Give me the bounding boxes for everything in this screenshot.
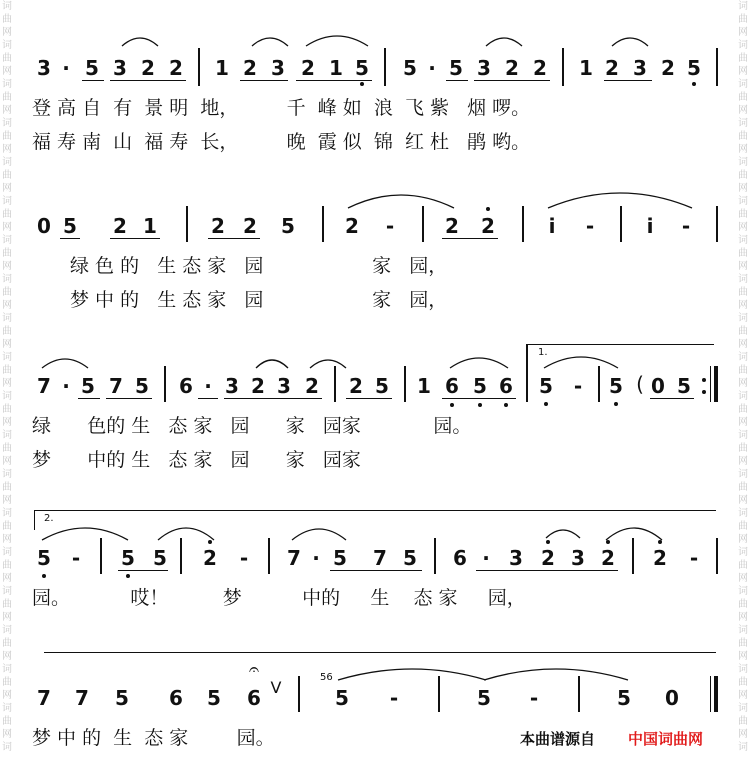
slur bbox=[40, 520, 130, 544]
watermark-char: 曲 bbox=[738, 92, 748, 103]
watermark-char: 曲 bbox=[738, 716, 748, 727]
watermark-char: 曲 bbox=[738, 209, 748, 220]
barline bbox=[716, 206, 718, 242]
note: - bbox=[71, 546, 81, 570]
beam bbox=[474, 80, 550, 81]
high-octave-dot bbox=[486, 207, 490, 211]
barline bbox=[298, 676, 300, 712]
slur bbox=[544, 522, 582, 542]
beam bbox=[118, 570, 168, 571]
watermark-char: 曲 bbox=[2, 209, 12, 220]
note: 5 bbox=[63, 214, 77, 238]
note: 5 bbox=[115, 686, 129, 710]
note: 6 bbox=[453, 546, 467, 570]
watermark-char: 曲 bbox=[2, 326, 12, 337]
watermark-char: 曲 bbox=[2, 716, 12, 727]
watermark-char: 曲 bbox=[2, 92, 12, 103]
note: - bbox=[681, 214, 691, 238]
watermark-char: 词 bbox=[738, 586, 748, 597]
watermark-char: 词 bbox=[738, 430, 748, 441]
note: 7 bbox=[373, 546, 387, 570]
barline bbox=[164, 366, 166, 402]
watermark-char: 词 bbox=[738, 274, 748, 285]
fermata-icon: 𝄐 bbox=[248, 659, 260, 680]
watermark-char: 网 bbox=[2, 612, 12, 623]
note: 3 bbox=[271, 56, 285, 80]
low-octave-dot bbox=[544, 402, 548, 406]
watermark-char: 词 bbox=[2, 196, 12, 207]
low-octave-dot bbox=[692, 82, 696, 86]
note: 0 bbox=[651, 374, 665, 398]
volta-bracket bbox=[34, 510, 35, 530]
note: 3 bbox=[37, 56, 51, 80]
watermark-char: 网 bbox=[2, 300, 12, 311]
watermark-char: 网 bbox=[738, 144, 748, 155]
barline bbox=[384, 48, 386, 86]
watermark-char: 曲 bbox=[738, 287, 748, 298]
note: 7 bbox=[109, 374, 123, 398]
watermark-char: 词 bbox=[738, 703, 748, 714]
watermark-char: 曲 bbox=[2, 53, 12, 64]
note: 5 bbox=[81, 374, 95, 398]
beam bbox=[208, 238, 260, 239]
volta-line bbox=[528, 344, 714, 345]
note: 3 bbox=[225, 374, 239, 398]
note: 2 bbox=[505, 56, 519, 80]
watermark-char: 网 bbox=[738, 300, 748, 311]
note: 1 bbox=[579, 56, 593, 80]
watermark-char: 曲 bbox=[2, 287, 12, 298]
watermark-char: 网 bbox=[738, 573, 748, 584]
slur bbox=[546, 186, 694, 212]
note: 2 bbox=[533, 56, 547, 80]
beam bbox=[346, 398, 392, 399]
watermark-char: 网 bbox=[738, 417, 748, 428]
watermark-char: 网 bbox=[738, 339, 748, 350]
beam bbox=[296, 80, 372, 81]
watermark-char: 曲 bbox=[738, 443, 748, 454]
watermark-char: 词 bbox=[2, 430, 12, 441]
lyric-verse-2: 梦 中 的 生 态 家 园 家 园， bbox=[70, 289, 448, 311]
watermark-char: 词 bbox=[738, 235, 748, 246]
watermark-char: 词 bbox=[2, 1, 12, 12]
note: 5 bbox=[403, 546, 417, 570]
low-octave-dot bbox=[360, 82, 364, 86]
note: 3 bbox=[477, 56, 491, 80]
note: 5 bbox=[153, 546, 167, 570]
note: 3 bbox=[509, 546, 523, 570]
watermark-char: 曲 bbox=[738, 677, 748, 688]
volta-line bbox=[34, 510, 716, 511]
watermark-char: 曲 bbox=[2, 482, 12, 493]
note: i bbox=[548, 214, 556, 238]
barline bbox=[716, 538, 718, 574]
note: 6 bbox=[445, 374, 459, 398]
watermark-char: 词 bbox=[2, 118, 12, 129]
watermark-char: 曲 bbox=[2, 14, 12, 25]
note: 7 bbox=[287, 546, 301, 570]
watermark-char: 曲 bbox=[2, 677, 12, 688]
note: 2 bbox=[141, 56, 155, 80]
note: 2 bbox=[211, 214, 225, 238]
watermark-char: 词 bbox=[2, 391, 12, 402]
watermark-char: 网 bbox=[738, 105, 748, 116]
watermark-char: 词 bbox=[2, 274, 12, 285]
note: 2 bbox=[445, 214, 459, 238]
watermark-char: 曲 bbox=[738, 326, 748, 337]
watermark-char: 网 bbox=[2, 105, 12, 116]
barline bbox=[562, 48, 564, 86]
watermark-char: 曲 bbox=[2, 170, 12, 181]
note-dot: · bbox=[312, 546, 320, 570]
watermark-char: 曲 bbox=[2, 404, 12, 415]
final-barline-thin bbox=[710, 676, 711, 712]
barline bbox=[716, 48, 718, 86]
barline bbox=[322, 206, 324, 242]
watermark-char: 词 bbox=[738, 625, 748, 636]
watermark-char: 网 bbox=[738, 222, 748, 233]
note: 5 bbox=[135, 374, 149, 398]
volta-1-label: 1. bbox=[538, 347, 548, 358]
slur bbox=[448, 350, 510, 372]
note: 2 bbox=[349, 374, 363, 398]
watermark-char: 词 bbox=[2, 586, 12, 597]
watermark-char: 曲 bbox=[2, 365, 12, 376]
note: 1 bbox=[215, 56, 229, 80]
watermark-char: 词 bbox=[738, 118, 748, 129]
slur bbox=[254, 352, 290, 372]
beam bbox=[110, 238, 160, 239]
watermark-char: 词 bbox=[2, 703, 12, 714]
watermark-char: 曲 bbox=[2, 560, 12, 571]
note: 5 bbox=[85, 56, 99, 80]
note: - bbox=[573, 374, 583, 398]
note: 2 bbox=[251, 374, 265, 398]
system-top-line bbox=[44, 652, 716, 653]
note: 3 bbox=[571, 546, 585, 570]
watermark-char: 网 bbox=[738, 534, 748, 545]
slur bbox=[346, 188, 456, 212]
slur bbox=[308, 352, 348, 372]
note: 2 bbox=[113, 214, 127, 238]
watermark-char: 词 bbox=[2, 40, 12, 51]
note-dot: · bbox=[428, 56, 436, 80]
slur bbox=[542, 350, 620, 372]
beam bbox=[106, 398, 152, 399]
slur bbox=[484, 30, 524, 50]
beam bbox=[446, 80, 468, 81]
watermark-char: 词 bbox=[2, 664, 12, 675]
note: 5 bbox=[677, 374, 691, 398]
source-label: 本曲谱源自 bbox=[520, 730, 596, 748]
tie bbox=[482, 662, 630, 684]
watermark-char: 词 bbox=[738, 352, 748, 363]
note: 5 bbox=[207, 686, 221, 710]
lyric-verse-1: 登 高 自 有 景 明 地， 千 峰 如 浪 飞 紫 烟 啰。 bbox=[32, 97, 531, 119]
watermark-char: 网 bbox=[738, 729, 748, 740]
watermark-char: 曲 bbox=[2, 443, 12, 454]
lyric-verse: 园。 哎！ 梦 中的 生 态 家 园， bbox=[32, 587, 526, 609]
watermark-char: 曲 bbox=[2, 638, 12, 649]
slur bbox=[120, 30, 160, 50]
watermark-char: 曲 bbox=[738, 131, 748, 142]
repeat-barline-thick bbox=[714, 366, 718, 402]
note: i bbox=[646, 214, 654, 238]
beam bbox=[224, 398, 322, 399]
watermark-char: 词 bbox=[738, 1, 748, 12]
note: 1 bbox=[417, 374, 431, 398]
note: 5 bbox=[617, 686, 631, 710]
beam bbox=[82, 80, 104, 81]
lyric-verse-2: 梦 中的 生 态 家 园 家 园家 bbox=[32, 449, 361, 471]
watermark-char: 曲 bbox=[738, 170, 748, 181]
note: 2 bbox=[653, 546, 667, 570]
watermark-char: 词 bbox=[738, 40, 748, 51]
watermark-char: 网 bbox=[738, 612, 748, 623]
lyric-verse: 梦 中 的 生 态 家 园。 bbox=[32, 727, 275, 749]
note: 2 bbox=[605, 56, 619, 80]
watermark-char: 曲 bbox=[738, 482, 748, 493]
note-dot: · bbox=[62, 56, 70, 80]
watermark-char: 词 bbox=[2, 742, 12, 753]
lyric-verse-2: 福 寿 南 山 福 寿 长， 晚 霞 似 锦 红 杜 鹃 哟。 bbox=[32, 131, 531, 153]
barline bbox=[522, 206, 524, 242]
note: 2 bbox=[243, 56, 257, 80]
watermark-char: 网 bbox=[2, 456, 12, 467]
watermark-char: 曲 bbox=[2, 248, 12, 259]
slur bbox=[156, 520, 216, 544]
watermark-char: 词 bbox=[738, 469, 748, 480]
barline bbox=[404, 366, 406, 402]
final-barline-thick bbox=[714, 676, 718, 712]
note: 2 bbox=[481, 214, 495, 238]
watermark-char: 曲 bbox=[738, 599, 748, 610]
note: - bbox=[389, 686, 399, 710]
source-site-link[interactable]: 中国词曲网 bbox=[628, 730, 704, 748]
note: 7 bbox=[37, 374, 51, 398]
low-octave-dot bbox=[504, 403, 508, 407]
note: - bbox=[239, 546, 249, 570]
low-octave-dot bbox=[614, 402, 618, 406]
note: 6 bbox=[169, 686, 183, 710]
tie bbox=[336, 662, 488, 684]
note: 5 bbox=[121, 546, 135, 570]
beam bbox=[442, 398, 516, 399]
note: 2 bbox=[203, 546, 217, 570]
watermark-char: 曲 bbox=[2, 131, 12, 142]
watermark-char: 曲 bbox=[738, 53, 748, 64]
watermark-char: 网 bbox=[2, 261, 12, 272]
watermark-char: 词 bbox=[738, 313, 748, 324]
beam bbox=[330, 570, 422, 571]
note: 3 bbox=[113, 56, 127, 80]
note: 6 bbox=[499, 374, 513, 398]
watermark-char: 词 bbox=[2, 313, 12, 324]
note: 3 bbox=[277, 374, 291, 398]
watermark-char: 网 bbox=[738, 27, 748, 38]
note: 2 bbox=[301, 56, 315, 80]
low-octave-dot bbox=[42, 574, 46, 578]
watermark-char: 网 bbox=[2, 534, 12, 545]
note: 1 bbox=[143, 214, 157, 238]
watermark-char: 网 bbox=[738, 378, 748, 389]
note: 5 bbox=[335, 686, 349, 710]
watermark-char: 网 bbox=[738, 66, 748, 77]
note: 5 bbox=[477, 686, 491, 710]
watermark-char: 词 bbox=[2, 625, 12, 636]
note: 2 bbox=[601, 546, 615, 570]
watermark-char: 网 bbox=[738, 495, 748, 506]
watermark-char: 网 bbox=[2, 183, 12, 194]
slur bbox=[610, 30, 650, 50]
beam bbox=[604, 80, 652, 81]
note: 7 bbox=[75, 686, 89, 710]
lyric-verse-1: 绿 色 的 生 态 家 园 家 园， bbox=[70, 255, 448, 277]
low-octave-dot bbox=[126, 574, 130, 578]
watermark-char: 网 bbox=[2, 651, 12, 662]
note: 0 bbox=[665, 686, 679, 710]
watermark-char: 网 bbox=[2, 66, 12, 77]
beam bbox=[442, 238, 498, 239]
note: 7 bbox=[37, 686, 51, 710]
watermark-char: 网 bbox=[2, 222, 12, 233]
watermark-char: 曲 bbox=[738, 638, 748, 649]
slur bbox=[604, 520, 664, 544]
watermark-char: 曲 bbox=[738, 365, 748, 376]
note: 3 bbox=[633, 56, 647, 80]
watermark-char: 网 bbox=[2, 573, 12, 584]
watermark-char: 词 bbox=[2, 235, 12, 246]
note: 2 bbox=[169, 56, 183, 80]
watermark-char: 词 bbox=[2, 79, 12, 90]
note: 2 bbox=[243, 214, 257, 238]
note-dot: · bbox=[204, 374, 212, 398]
note: 2 bbox=[661, 56, 675, 80]
volta-2-label: 2. bbox=[44, 513, 54, 524]
beam bbox=[650, 398, 694, 399]
note: 5 bbox=[539, 374, 553, 398]
beam bbox=[476, 570, 618, 571]
watermark-char: 网 bbox=[738, 690, 748, 701]
note: 5 bbox=[37, 546, 51, 570]
note: 0 bbox=[37, 214, 51, 238]
barline bbox=[526, 344, 528, 402]
watermark-char: 词 bbox=[738, 664, 748, 675]
watermark-char: 词 bbox=[2, 157, 12, 168]
note: - bbox=[585, 214, 595, 238]
lyric-verse-1: 绿 色的 生 态 家 园 家 园家 园。 bbox=[32, 415, 472, 437]
note: 5 bbox=[375, 374, 389, 398]
watermark-char: 网 bbox=[2, 417, 12, 428]
note: 2 bbox=[345, 214, 359, 238]
repeat-dot bbox=[702, 390, 706, 394]
note-dot: · bbox=[482, 546, 490, 570]
watermark-char: 曲 bbox=[738, 521, 748, 532]
watermark-char: 网 bbox=[2, 339, 12, 350]
note: 5 bbox=[473, 374, 487, 398]
watermark-char: 曲 bbox=[2, 599, 12, 610]
watermark-char: 网 bbox=[2, 27, 12, 38]
paren-open: ( bbox=[636, 372, 644, 396]
watermark-char: 曲 bbox=[738, 404, 748, 415]
note: 5 bbox=[609, 374, 623, 398]
watermark-char: 网 bbox=[2, 144, 12, 155]
watermark-char: 曲 bbox=[738, 560, 748, 571]
watermark-char: 词 bbox=[2, 352, 12, 363]
watermark-char: 词 bbox=[738, 547, 748, 558]
note: - bbox=[385, 214, 395, 238]
barline bbox=[268, 538, 270, 574]
note: 5 bbox=[403, 56, 417, 80]
repeat-barline-thin bbox=[710, 366, 711, 402]
note: - bbox=[529, 686, 539, 710]
note: 5 bbox=[333, 546, 347, 570]
watermark-char: 网 bbox=[738, 651, 748, 662]
breath-mark: V bbox=[270, 678, 282, 697]
note: 2 bbox=[305, 374, 319, 398]
note: 5 bbox=[687, 56, 701, 80]
watermark-char: 曲 bbox=[738, 14, 748, 25]
note: 5 bbox=[281, 214, 295, 238]
watermark-char: 词 bbox=[738, 508, 748, 519]
note: 2 bbox=[541, 546, 555, 570]
beam bbox=[110, 80, 186, 81]
grace-notes: 56 bbox=[320, 672, 333, 683]
watermark-char: 词 bbox=[738, 157, 748, 168]
watermark-char: 词 bbox=[738, 742, 748, 753]
note: - bbox=[689, 546, 699, 570]
low-octave-dot bbox=[478, 403, 482, 407]
note: 5 bbox=[449, 56, 463, 80]
beam bbox=[78, 398, 100, 399]
slur bbox=[290, 520, 348, 544]
repeat-dot bbox=[702, 378, 706, 382]
barline bbox=[186, 206, 188, 242]
barline bbox=[434, 538, 436, 574]
watermark-char: 曲 bbox=[738, 248, 748, 259]
watermark-char: 词 bbox=[738, 391, 748, 402]
watermark-char: 词 bbox=[2, 469, 12, 480]
watermark-char: 网 bbox=[2, 690, 12, 701]
watermark-char: 网 bbox=[738, 456, 748, 467]
watermark-char: 词 bbox=[2, 547, 12, 558]
note: 1 bbox=[329, 56, 343, 80]
watermark-char: 词 bbox=[738, 196, 748, 207]
watermark-char: 网 bbox=[2, 729, 12, 740]
watermark-char: 网 bbox=[738, 183, 748, 194]
barline bbox=[198, 48, 200, 86]
note-dot: · bbox=[62, 374, 70, 398]
watermark-char: 网 bbox=[2, 378, 12, 389]
watermark-char: 网 bbox=[738, 261, 748, 272]
beam bbox=[60, 238, 80, 239]
beam bbox=[198, 398, 218, 399]
note: 6 bbox=[247, 686, 261, 710]
note: 6 bbox=[179, 374, 193, 398]
watermark-char: 词 bbox=[2, 508, 12, 519]
note: 5 bbox=[355, 56, 369, 80]
watermark-char: 曲 bbox=[2, 521, 12, 532]
watermark-char: 词 bbox=[738, 79, 748, 90]
low-octave-dot bbox=[450, 403, 454, 407]
beam bbox=[240, 80, 288, 81]
watermark-char: 网 bbox=[2, 495, 12, 506]
slur bbox=[40, 352, 90, 372]
slur bbox=[304, 28, 370, 50]
slur bbox=[250, 30, 290, 50]
